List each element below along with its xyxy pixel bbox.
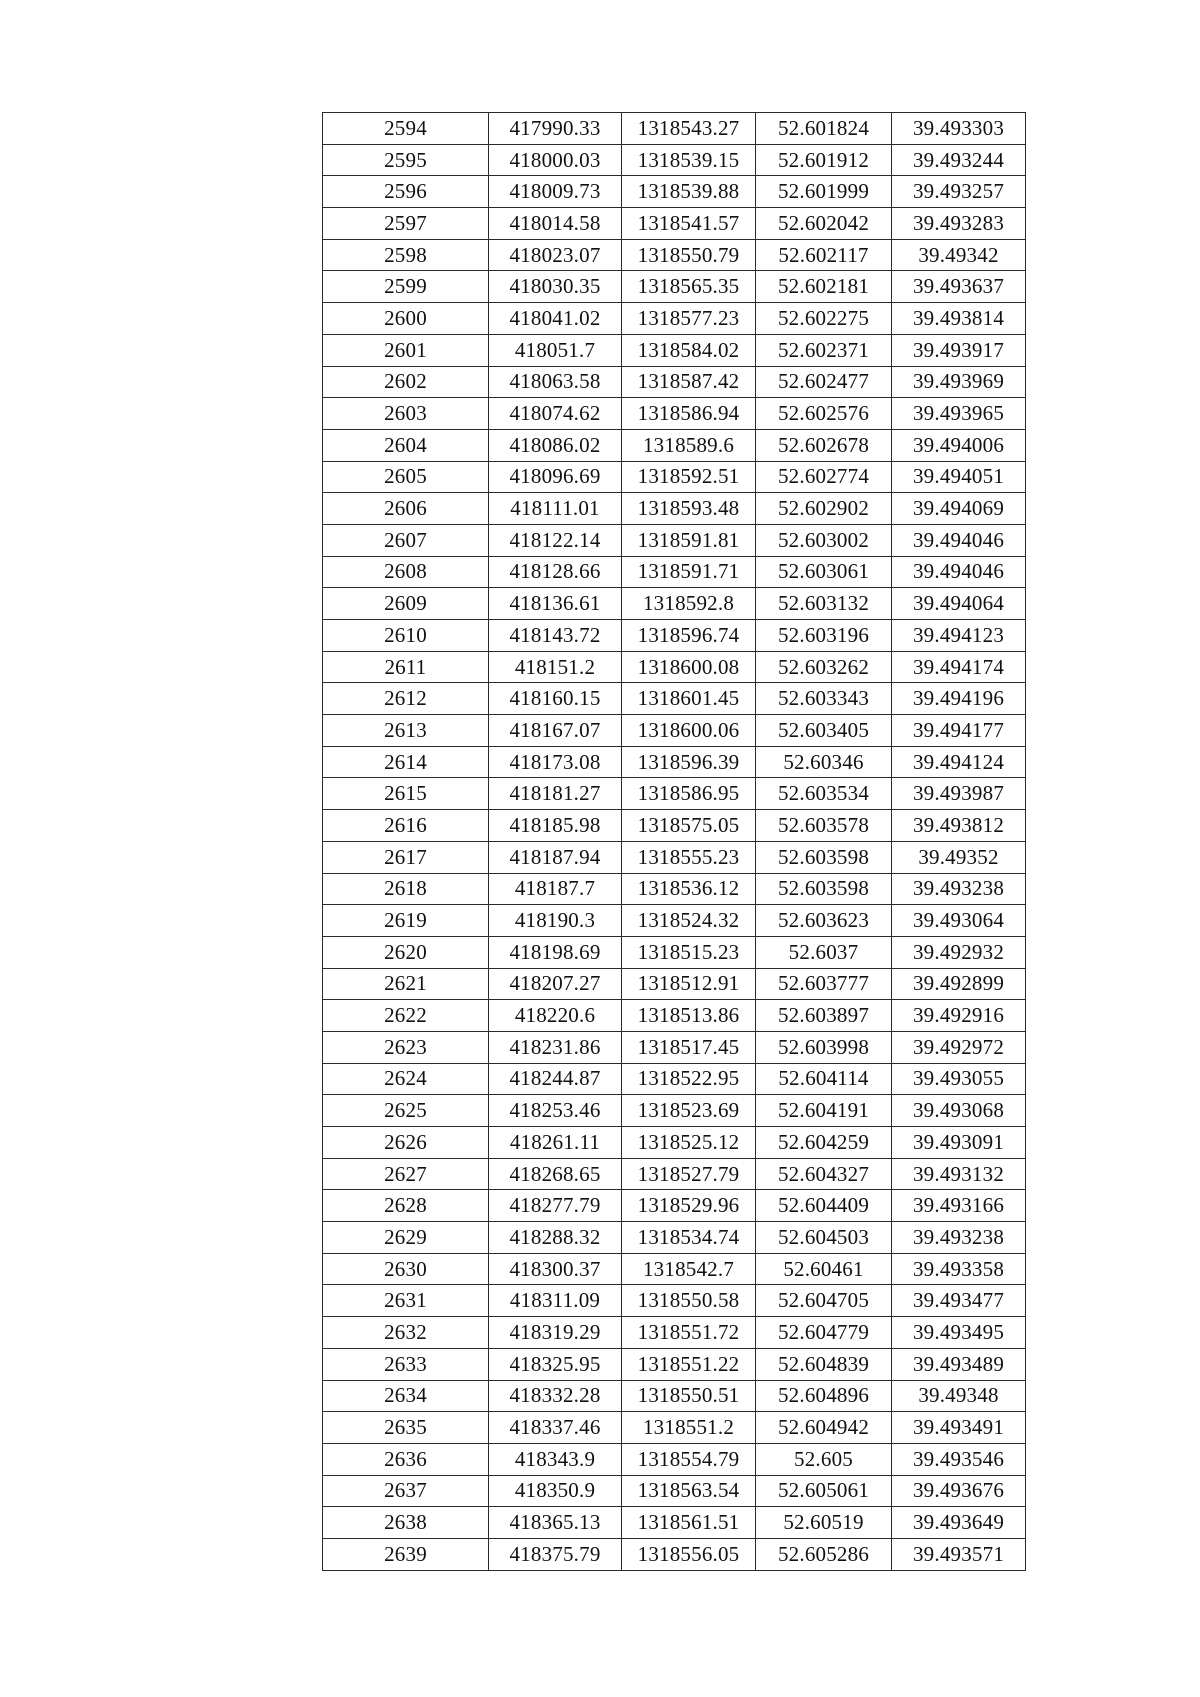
point-number-cell: 2616: [323, 810, 489, 842]
longitude-cell: 39.493055: [892, 1063, 1026, 1095]
table-row: [323, 113, 1026, 145]
table-row: [323, 1190, 1026, 1222]
latitude-cell: 52.6037: [756, 936, 892, 968]
y-coordinate-cell: 1318596.74: [622, 620, 756, 652]
x-coordinate-cell: 418128.66: [489, 556, 622, 588]
x-coordinate-cell: 418288.32: [489, 1222, 622, 1254]
y-coordinate-cell: 1318527.79: [622, 1158, 756, 1190]
point-number-cell: 2594: [323, 113, 489, 145]
latitude-cell: 52.603343: [756, 683, 892, 715]
y-coordinate-cell: 1318525.12: [622, 1127, 756, 1159]
y-coordinate-cell: 1318591.71: [622, 556, 756, 588]
longitude-cell: 39.494124: [892, 746, 1026, 778]
point-number-cell: 2595: [323, 144, 489, 176]
table-row: [323, 620, 1026, 652]
y-coordinate-cell: 1318577.23: [622, 303, 756, 335]
longitude-cell: 39.493491: [892, 1412, 1026, 1444]
longitude-cell: 39.49352: [892, 841, 1026, 873]
y-coordinate-cell: 1318550.58: [622, 1285, 756, 1317]
table-row: [323, 1348, 1026, 1380]
table-row: [323, 715, 1026, 747]
x-coordinate-cell: 418190.3: [489, 905, 622, 937]
x-coordinate-cell: 418198.69: [489, 936, 622, 968]
point-number-cell: 2598: [323, 239, 489, 271]
y-coordinate-cell: 1318555.23: [622, 841, 756, 873]
y-coordinate-cell: 1318554.79: [622, 1443, 756, 1475]
longitude-cell: 39.493571: [892, 1538, 1026, 1570]
y-coordinate-cell: 1318550.51: [622, 1380, 756, 1412]
point-number-cell: 2608: [323, 556, 489, 588]
latitude-cell: 52.604327: [756, 1158, 892, 1190]
longitude-cell: 39.493091: [892, 1127, 1026, 1159]
latitude-cell: 52.603998: [756, 1031, 892, 1063]
table-row: [323, 1095, 1026, 1127]
y-coordinate-cell: 1318513.86: [622, 1000, 756, 1032]
x-coordinate-cell: 418325.95: [489, 1348, 622, 1380]
latitude-cell: 52.605061: [756, 1475, 892, 1507]
x-coordinate-cell: 418187.7: [489, 873, 622, 905]
latitude-cell: 52.603002: [756, 524, 892, 556]
point-number-cell: 2602: [323, 366, 489, 398]
longitude-cell: 39.493495: [892, 1317, 1026, 1349]
table-row: [323, 1063, 1026, 1095]
x-coordinate-cell: 418268.65: [489, 1158, 622, 1190]
y-coordinate-cell: 1318592.51: [622, 461, 756, 493]
latitude-cell: 52.603578: [756, 810, 892, 842]
table-row: [323, 1127, 1026, 1159]
point-number-cell: 2639: [323, 1538, 489, 1570]
point-number-cell: 2625: [323, 1095, 489, 1127]
table-row: [323, 176, 1026, 208]
x-coordinate-cell: 418375.79: [489, 1538, 622, 1570]
y-coordinate-cell: 1318593.48: [622, 493, 756, 525]
point-number-cell: 2637: [323, 1475, 489, 1507]
table-row: [323, 556, 1026, 588]
latitude-cell: 52.602117: [756, 239, 892, 271]
longitude-cell: 39.493064: [892, 905, 1026, 937]
table-row: [323, 1412, 1026, 1444]
y-coordinate-cell: 1318550.79: [622, 239, 756, 271]
longitude-cell: 39.494196: [892, 683, 1026, 715]
longitude-cell: 39.49348: [892, 1380, 1026, 1412]
latitude-cell: 52.602902: [756, 493, 892, 525]
x-coordinate-cell: 418122.14: [489, 524, 622, 556]
table-row: [323, 303, 1026, 335]
longitude-cell: 39.493132: [892, 1158, 1026, 1190]
point-number-cell: 2635: [323, 1412, 489, 1444]
table-row: [323, 398, 1026, 430]
table-row: [323, 1158, 1026, 1190]
x-coordinate-cell: 418023.07: [489, 239, 622, 271]
longitude-cell: 39.492899: [892, 968, 1026, 1000]
longitude-cell: 39.494064: [892, 588, 1026, 620]
longitude-cell: 39.493546: [892, 1443, 1026, 1475]
x-coordinate-cell: 418030.35: [489, 271, 622, 303]
latitude-cell: 52.605: [756, 1443, 892, 1475]
point-number-cell: 2610: [323, 620, 489, 652]
y-coordinate-cell: 1318601.45: [622, 683, 756, 715]
x-coordinate-cell: 418151.2: [489, 651, 622, 683]
point-number-cell: 2614: [323, 746, 489, 778]
point-number-cell: 2617: [323, 841, 489, 873]
latitude-cell: 52.603777: [756, 968, 892, 1000]
table-row: [323, 905, 1026, 937]
latitude-cell: 52.603196: [756, 620, 892, 652]
latitude-cell: 52.602576: [756, 398, 892, 430]
x-coordinate-cell: 418096.69: [489, 461, 622, 493]
latitude-cell: 52.602042: [756, 208, 892, 240]
y-coordinate-cell: 1318551.72: [622, 1317, 756, 1349]
latitude-cell: 52.603061: [756, 556, 892, 588]
y-coordinate-cell: 1318534.74: [622, 1222, 756, 1254]
x-coordinate-cell: 418261.11: [489, 1127, 622, 1159]
longitude-cell: 39.493987: [892, 778, 1026, 810]
point-number-cell: 2601: [323, 334, 489, 366]
latitude-cell: 52.602774: [756, 461, 892, 493]
x-coordinate-cell: 418136.61: [489, 588, 622, 620]
table-row: [323, 239, 1026, 271]
longitude-cell: 39.494174: [892, 651, 1026, 683]
x-coordinate-cell: 418207.27: [489, 968, 622, 1000]
longitude-cell: 39.493477: [892, 1285, 1026, 1317]
y-coordinate-cell: 1318587.42: [622, 366, 756, 398]
table-row: [323, 651, 1026, 683]
table-row: [323, 366, 1026, 398]
x-coordinate-cell: 418041.02: [489, 303, 622, 335]
longitude-cell: 39.493676: [892, 1475, 1026, 1507]
x-coordinate-cell: 418332.28: [489, 1380, 622, 1412]
y-coordinate-cell: 1318586.95: [622, 778, 756, 810]
point-number-cell: 2613: [323, 715, 489, 747]
x-coordinate-cell: 418167.07: [489, 715, 622, 747]
latitude-cell: 52.604259: [756, 1127, 892, 1159]
x-coordinate-cell: 418143.72: [489, 620, 622, 652]
table-row: [323, 334, 1026, 366]
latitude-cell: 52.604191: [756, 1095, 892, 1127]
latitude-cell: 52.603262: [756, 651, 892, 683]
x-coordinate-cell: 418111.01: [489, 493, 622, 525]
latitude-cell: 52.603598: [756, 841, 892, 873]
y-coordinate-cell: 1318515.23: [622, 936, 756, 968]
point-number-cell: 2622: [323, 1000, 489, 1032]
table-row: [323, 429, 1026, 461]
y-coordinate-cell: 1318589.6: [622, 429, 756, 461]
latitude-cell: 52.604839: [756, 1348, 892, 1380]
longitude-cell: 39.493257: [892, 176, 1026, 208]
y-coordinate-cell: 1318541.57: [622, 208, 756, 240]
longitude-cell: 39.493238: [892, 1222, 1026, 1254]
table-row: [323, 810, 1026, 842]
table-row: [323, 1222, 1026, 1254]
longitude-cell: 39.493303: [892, 113, 1026, 145]
table-row: [323, 778, 1026, 810]
table-row: [323, 1317, 1026, 1349]
longitude-cell: 39.492932: [892, 936, 1026, 968]
point-number-cell: 2597: [323, 208, 489, 240]
latitude-cell: 52.60346: [756, 746, 892, 778]
x-coordinate-cell: 417990.33: [489, 113, 622, 145]
longitude-cell: 39.494006: [892, 429, 1026, 461]
latitude-cell: 52.604705: [756, 1285, 892, 1317]
y-coordinate-cell: 1318600.06: [622, 715, 756, 747]
point-number-cell: 2606: [323, 493, 489, 525]
longitude-cell: 39.493917: [892, 334, 1026, 366]
table-row: [323, 1285, 1026, 1317]
longitude-cell: 39.493965: [892, 398, 1026, 430]
point-number-cell: 2627: [323, 1158, 489, 1190]
point-number-cell: 2632: [323, 1317, 489, 1349]
longitude-cell: 39.494123: [892, 620, 1026, 652]
latitude-cell: 52.60461: [756, 1253, 892, 1285]
x-coordinate-cell: 418086.02: [489, 429, 622, 461]
longitude-cell: 39.494046: [892, 556, 1026, 588]
point-number-cell: 2596: [323, 176, 489, 208]
point-number-cell: 2629: [323, 1222, 489, 1254]
point-number-cell: 2604: [323, 429, 489, 461]
y-coordinate-cell: 1318551.2: [622, 1412, 756, 1444]
latitude-cell: 52.603897: [756, 1000, 892, 1032]
longitude-cell: 39.494046: [892, 524, 1026, 556]
longitude-cell: 39.493489: [892, 1348, 1026, 1380]
x-coordinate-cell: 418074.62: [489, 398, 622, 430]
x-coordinate-cell: 418187.94: [489, 841, 622, 873]
point-number-cell: 2633: [323, 1348, 489, 1380]
y-coordinate-cell: 1318523.69: [622, 1095, 756, 1127]
x-coordinate-cell: 418160.15: [489, 683, 622, 715]
point-number-cell: 2631: [323, 1285, 489, 1317]
y-coordinate-cell: 1318563.54: [622, 1475, 756, 1507]
y-coordinate-cell: 1318565.35: [622, 271, 756, 303]
longitude-cell: 39.493283: [892, 208, 1026, 240]
point-number-cell: 2611: [323, 651, 489, 683]
y-coordinate-cell: 1318539.88: [622, 176, 756, 208]
longitude-cell: 39.493812: [892, 810, 1026, 842]
table-row: [323, 271, 1026, 303]
x-coordinate-cell: 418185.98: [489, 810, 622, 842]
latitude-cell: 52.602275: [756, 303, 892, 335]
y-coordinate-cell: 1318584.02: [622, 334, 756, 366]
x-coordinate-cell: 418244.87: [489, 1063, 622, 1095]
point-number-cell: 2609: [323, 588, 489, 620]
x-coordinate-cell: 418220.6: [489, 1000, 622, 1032]
latitude-cell: 52.602678: [756, 429, 892, 461]
point-number-cell: 2621: [323, 968, 489, 1000]
latitude-cell: 52.604503: [756, 1222, 892, 1254]
table-row: [323, 841, 1026, 873]
latitude-cell: 52.602181: [756, 271, 892, 303]
x-coordinate-cell: 418051.7: [489, 334, 622, 366]
table-row: [323, 683, 1026, 715]
point-number-cell: 2612: [323, 683, 489, 715]
longitude-cell: 39.494069: [892, 493, 1026, 525]
x-coordinate-cell: 418277.79: [489, 1190, 622, 1222]
latitude-cell: 52.604942: [756, 1412, 892, 1444]
x-coordinate-cell: 418311.09: [489, 1285, 622, 1317]
point-number-cell: 2620: [323, 936, 489, 968]
y-coordinate-cell: 1318539.15: [622, 144, 756, 176]
point-number-cell: 2605: [323, 461, 489, 493]
longitude-cell: 39.49342: [892, 239, 1026, 271]
y-coordinate-cell: 1318596.39: [622, 746, 756, 778]
latitude-cell: 52.601912: [756, 144, 892, 176]
point-number-cell: 2607: [323, 524, 489, 556]
longitude-cell: 39.493814: [892, 303, 1026, 335]
x-coordinate-cell: 418337.46: [489, 1412, 622, 1444]
point-number-cell: 2634: [323, 1380, 489, 1412]
table-row: [323, 493, 1026, 525]
y-coordinate-cell: 1318542.7: [622, 1253, 756, 1285]
longitude-cell: 39.493649: [892, 1507, 1026, 1539]
y-coordinate-cell: 1318600.08: [622, 651, 756, 683]
point-number-cell: 2619: [323, 905, 489, 937]
longitude-cell: 39.493969: [892, 366, 1026, 398]
longitude-cell: 39.493637: [892, 271, 1026, 303]
point-number-cell: 2626: [323, 1127, 489, 1159]
table-row: [323, 524, 1026, 556]
point-number-cell: 2628: [323, 1190, 489, 1222]
x-coordinate-cell: 418181.27: [489, 778, 622, 810]
longitude-cell: 39.492972: [892, 1031, 1026, 1063]
longitude-cell: 39.492916: [892, 1000, 1026, 1032]
table-row: [323, 1253, 1026, 1285]
coordinates-table-body: [323, 113, 1026, 1571]
latitude-cell: 52.602477: [756, 366, 892, 398]
point-number-cell: 2615: [323, 778, 489, 810]
table-row: [323, 588, 1026, 620]
table-row: [323, 936, 1026, 968]
y-coordinate-cell: 1318512.91: [622, 968, 756, 1000]
table-row: [323, 1031, 1026, 1063]
table-row: [323, 1000, 1026, 1032]
table-row: [323, 1507, 1026, 1539]
point-number-cell: 2618: [323, 873, 489, 905]
y-coordinate-cell: 1318529.96: [622, 1190, 756, 1222]
x-coordinate-cell: 418063.58: [489, 366, 622, 398]
longitude-cell: 39.494177: [892, 715, 1026, 747]
latitude-cell: 52.604409: [756, 1190, 892, 1222]
longitude-cell: 39.493068: [892, 1095, 1026, 1127]
coordinates-table: [322, 112, 1026, 1571]
y-coordinate-cell: 1318522.95: [622, 1063, 756, 1095]
y-coordinate-cell: 1318556.05: [622, 1538, 756, 1570]
y-coordinate-cell: 1318592.8: [622, 588, 756, 620]
longitude-cell: 39.494051: [892, 461, 1026, 493]
table-row: [323, 1380, 1026, 1412]
y-coordinate-cell: 1318586.94: [622, 398, 756, 430]
table-row: [323, 746, 1026, 778]
point-number-cell: 2600: [323, 303, 489, 335]
point-number-cell: 2630: [323, 1253, 489, 1285]
x-coordinate-cell: 418231.86: [489, 1031, 622, 1063]
x-coordinate-cell: 418253.46: [489, 1095, 622, 1127]
latitude-cell: 52.605286: [756, 1538, 892, 1570]
longitude-cell: 39.493238: [892, 873, 1026, 905]
latitude-cell: 52.603405: [756, 715, 892, 747]
table-row: [323, 144, 1026, 176]
x-coordinate-cell: 418300.37: [489, 1253, 622, 1285]
point-number-cell: 2623: [323, 1031, 489, 1063]
x-coordinate-cell: 418173.08: [489, 746, 622, 778]
x-coordinate-cell: 418319.29: [489, 1317, 622, 1349]
point-number-cell: 2624: [323, 1063, 489, 1095]
y-coordinate-cell: 1318551.22: [622, 1348, 756, 1380]
x-coordinate-cell: 418365.13: [489, 1507, 622, 1539]
point-number-cell: 2603: [323, 398, 489, 430]
point-number-cell: 2599: [323, 271, 489, 303]
longitude-cell: 39.493358: [892, 1253, 1026, 1285]
latitude-cell: 52.604779: [756, 1317, 892, 1349]
latitude-cell: 52.603598: [756, 873, 892, 905]
point-number-cell: 2636: [323, 1443, 489, 1475]
x-coordinate-cell: 418343.9: [489, 1443, 622, 1475]
y-coordinate-cell: 1318575.05: [622, 810, 756, 842]
table-row: [323, 1443, 1026, 1475]
latitude-cell: 52.601999: [756, 176, 892, 208]
x-coordinate-cell: 418000.03: [489, 144, 622, 176]
latitude-cell: 52.604114: [756, 1063, 892, 1095]
latitude-cell: 52.601824: [756, 113, 892, 145]
y-coordinate-cell: 1318591.81: [622, 524, 756, 556]
y-coordinate-cell: 1318543.27: [622, 113, 756, 145]
x-coordinate-cell: 418009.73: [489, 176, 622, 208]
x-coordinate-cell: 418350.9: [489, 1475, 622, 1507]
y-coordinate-cell: 1318524.32: [622, 905, 756, 937]
latitude-cell: 52.604896: [756, 1380, 892, 1412]
latitude-cell: 52.603534: [756, 778, 892, 810]
x-coordinate-cell: 418014.58: [489, 208, 622, 240]
latitude-cell: 52.603623: [756, 905, 892, 937]
latitude-cell: 52.603132: [756, 588, 892, 620]
table-row: [323, 1475, 1026, 1507]
y-coordinate-cell: 1318561.51: [622, 1507, 756, 1539]
longitude-cell: 39.493244: [892, 144, 1026, 176]
table-row: [323, 1538, 1026, 1570]
latitude-cell: 52.60519: [756, 1507, 892, 1539]
point-number-cell: 2638: [323, 1507, 489, 1539]
y-coordinate-cell: 1318536.12: [622, 873, 756, 905]
y-coordinate-cell: 1318517.45: [622, 1031, 756, 1063]
table-row: [323, 873, 1026, 905]
table-row: [323, 968, 1026, 1000]
longitude-cell: 39.493166: [892, 1190, 1026, 1222]
table-row: [323, 208, 1026, 240]
table-row: [323, 461, 1026, 493]
latitude-cell: 52.602371: [756, 334, 892, 366]
